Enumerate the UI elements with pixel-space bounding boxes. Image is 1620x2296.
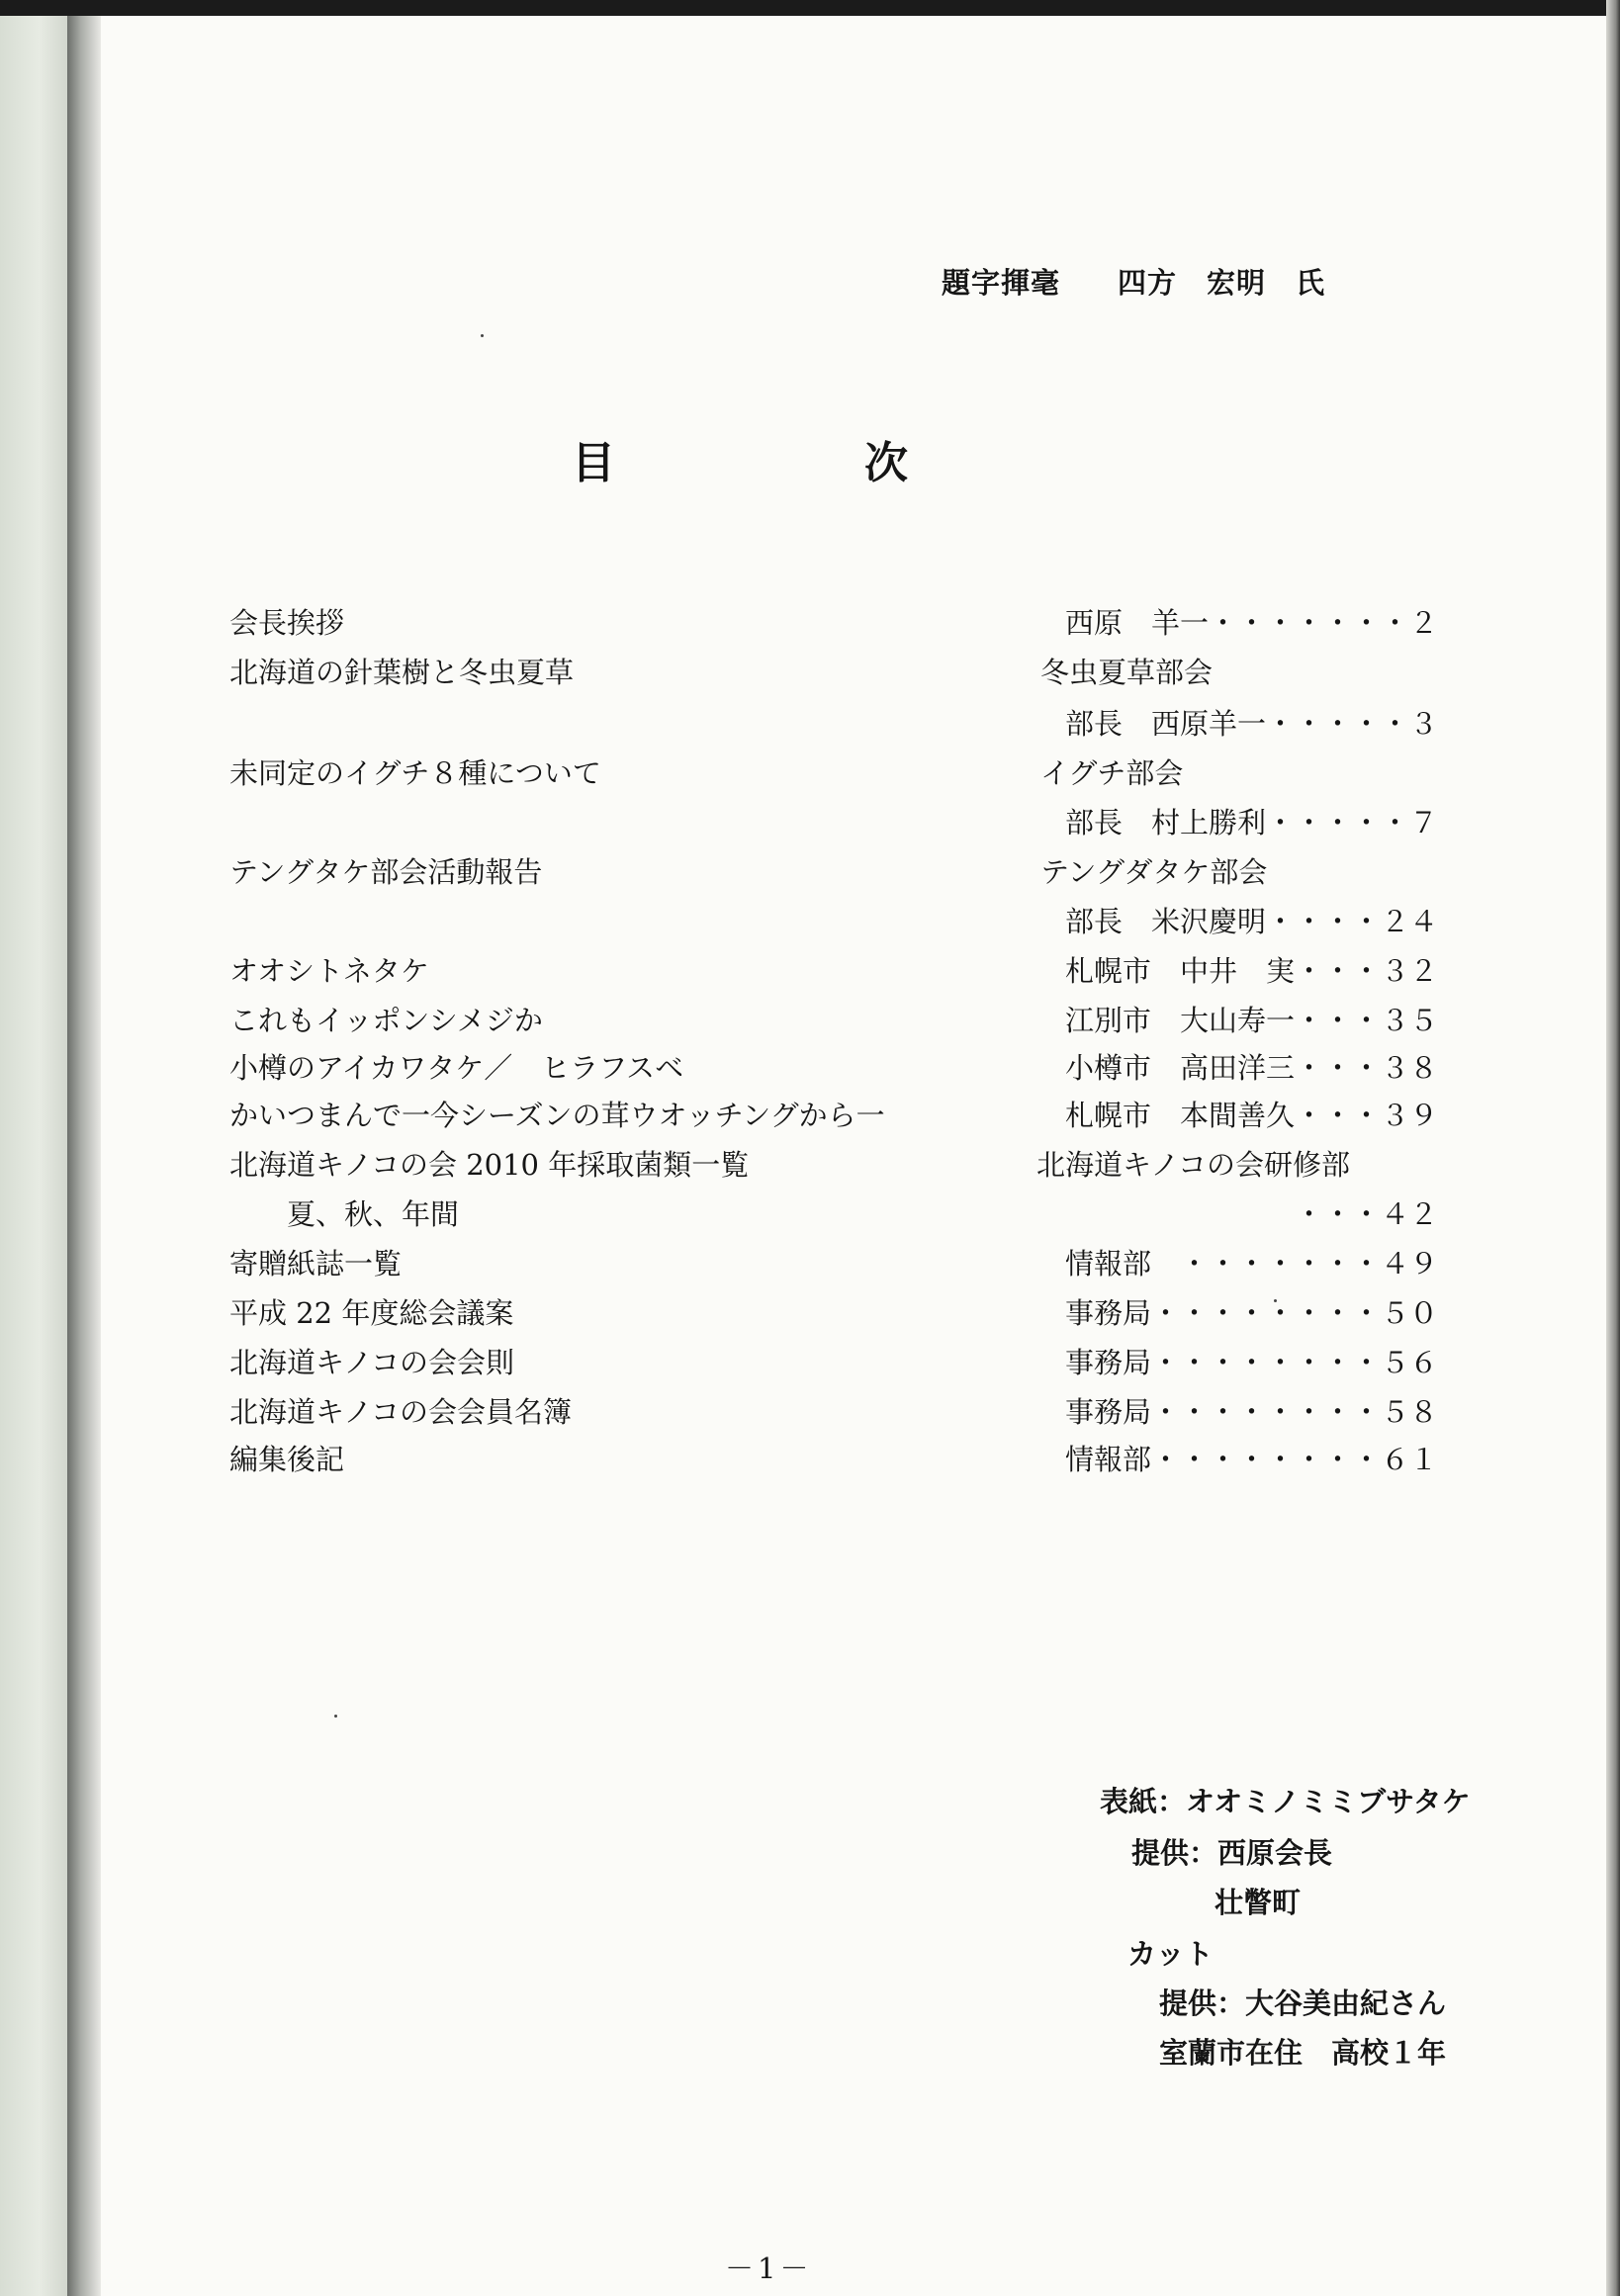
toc-entry-title[interactable]: 平成 22 年度総会議案 [229, 1296, 514, 1330]
toc-entry-title[interactable]: 夏、秋、年間 [287, 1197, 460, 1231]
cover-photo-provider: 提供：西原会長 [1131, 1836, 1333, 1870]
cover-photo-title: 表紙：オオミノミミブサタケ [1100, 1785, 1471, 1818]
toc-entry-title[interactable]: 北海道キノコの会会員名簿 [229, 1395, 572, 1429]
page-title-char-1: 目 [572, 438, 615, 488]
toc-entry-author: 部長 西原羊一・・・・・３ [1064, 707, 1438, 741]
toc-entry-author: 部長 村上勝利・・・・・７ [1064, 806, 1438, 839]
toc-entry-title[interactable]: 北海道キノコの会会則 [229, 1346, 514, 1379]
toc-entry-author: 事務局・・・・・・・・５８ [1064, 1395, 1438, 1429]
toc-entry-author: 札幌市 本間善久・・・３９ [1064, 1099, 1438, 1132]
scan-speck [334, 1715, 337, 1718]
toc-entry-author: 情報部・・・・・・・・６１ [1064, 1443, 1438, 1476]
toc-entry-title[interactable]: 北海道の針葉樹と冬虫夏草 [229, 656, 575, 689]
page-number: －1－ [725, 2252, 813, 2285]
toc-entry-title[interactable]: 編集後記 [229, 1443, 345, 1476]
cut-label: カット [1127, 1937, 1214, 1971]
adjacent-page-edge [0, 16, 71, 2296]
toc-entry-author: 西原 羊一・・・・・・・２ [1064, 606, 1438, 640]
toc-entry-title[interactable]: 北海道キノコの会 2010 年採取菌類一覧 [229, 1148, 750, 1182]
toc-entry-author: 事務局・・・・・・・・５０ [1064, 1296, 1438, 1330]
toc-entry-author: イグチ部会 [1040, 756, 1184, 790]
calligraphy-credit [942, 261, 1325, 302]
page-title-char-2: 次 [864, 438, 908, 488]
toc-entry-author: 情報部 ・・・・・・・４９ [1064, 1247, 1438, 1280]
toc-entry-author: 部長 米沢慶明・・・・２４ [1064, 905, 1438, 938]
scan-speck [481, 334, 484, 337]
toc-entry-title[interactable]: 会長挨拶 [229, 606, 345, 640]
toc-entry-title[interactable]: オオシトネタケ [229, 954, 429, 988]
toc-entry-author: ・・・４２ [1294, 1197, 1438, 1231]
toc-entry-title[interactable]: 寄贈紙誌一覧 [229, 1247, 403, 1280]
toc-entry-title[interactable]: テングタケ部会活動報告 [229, 855, 543, 889]
cover-photo-place: 壮瞥町 [1215, 1886, 1302, 1919]
cut-provider-residence: 室蘭市在住 高校１年 [1159, 2036, 1447, 2070]
calligraphy-name: 四方 宏明 氏 [1118, 266, 1326, 300]
scan-right-edge [1606, 0, 1620, 2296]
toc-entry-author: 北海道キノコの会研修部 [1036, 1148, 1350, 1182]
toc-entry-author: 小樽市 高田洋三・・・３８ [1064, 1051, 1438, 1085]
calligraphy-label: 題字揮毫 [942, 266, 1061, 300]
toc-entry-title[interactable]: 未同定のイグチ８種について [229, 756, 601, 790]
cut-provider: 提供：大谷美由紀さん [1159, 1987, 1447, 2020]
toc-entry-title[interactable]: かいつまんで一今シーズンの茸ウオッチングから一 [229, 1099, 885, 1132]
toc-entry-author: 事務局・・・・・・・・５６ [1064, 1346, 1438, 1379]
page-title [572, 427, 928, 486]
binding-gutter-shadow [67, 16, 101, 2296]
toc-entry-title[interactable]: これもイッポンシメジか [229, 1004, 543, 1037]
toc-entry-author: テングダタケ部会 [1040, 855, 1268, 889]
scan-top-edge [0, 0, 1620, 16]
toc-entry-author: 江別市 大山寿一・・・３５ [1064, 1004, 1438, 1037]
toc-entry-author: 札幌市 中井 実・・・３２ [1064, 954, 1438, 988]
toc-entry-title[interactable]: 小樽のアイカワタケ／ ヒラフスベ [229, 1051, 684, 1085]
toc-entry-author: 冬虫夏草部会 [1040, 656, 1214, 689]
